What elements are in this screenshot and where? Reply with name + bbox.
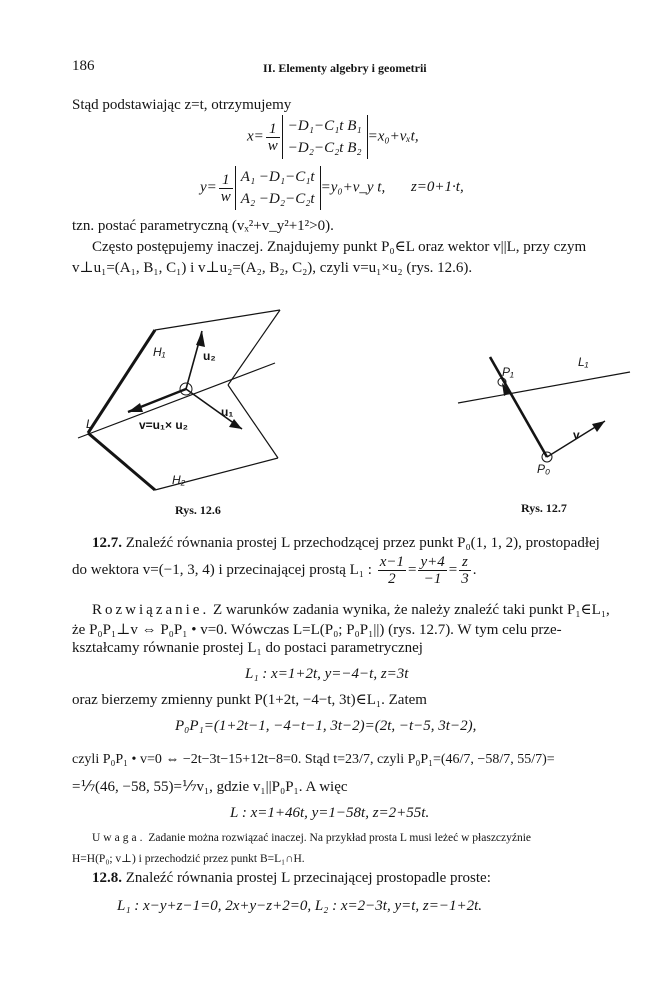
- fraction-z-num: z: [459, 554, 471, 571]
- equation-final: L : x=1+46t, y=1−58t, z=2+55t.: [230, 805, 430, 821]
- fraction-y-num: y+4: [420, 554, 445, 570]
- x-determinant: [282, 115, 368, 159]
- running-title: II. Elementy algebry i geometrii: [263, 61, 427, 75]
- intro-line: Stąd podstawiając z=t, otrzymujemy: [72, 97, 292, 113]
- note-line2: H=H(P₀; v⊥) i przechodzić przez punkt B=L₁∩H.: [72, 853, 305, 865]
- problem-12-7-text1: Znaleźć równania prostej L przechodzącej przez punkt P₀(1, 1, 2), prostopadłej: [125, 535, 600, 551]
- x-lhs: x=: [247, 128, 264, 145]
- x-formula: [247, 115, 419, 159]
- label-h1: H₁: [153, 345, 166, 359]
- solution-line2: że P₀P₁⊥v ⇔ P₀P₁ • v=0. Wówczas L=L(P₀; P₀P₁||) (rys. 12.7). W tym celu prze-: [72, 622, 562, 638]
- line-l: [490, 357, 547, 457]
- solution-heading: Rozwiązanie.: [92, 602, 210, 618]
- fraction-x-num: x−1: [379, 554, 404, 570]
- y-rhs: =y₀+v_y t,: [320, 179, 386, 196]
- label-u1: u₁: [221, 405, 234, 419]
- x-det-row2: −D₂−C₂t B₂: [287, 140, 362, 156]
- often-line2: v⊥u₁=(A₁, B₁, C₁) i v⊥u₂=(A₂, B₂, C₂), czyli v=u₁×u₂ (rys. 12.6).: [72, 260, 473, 276]
- fraction-z-den: 3: [461, 571, 469, 587]
- note-heading: Uwaga.: [92, 832, 146, 844]
- param-line: tzn. postać parametryczną (vₓ²+v_y²+1²>0).: [72, 218, 334, 234]
- note-line1: [92, 832, 531, 844]
- solution-line5: czyli P₀P₁ • v=0 ⇔ −2t−3t−15+12t−8=0. Stąd t=23/7, czyli P₀P₁=(46/7, −58/7, 55/7)=: [72, 752, 555, 767]
- fraction-z: [459, 554, 471, 587]
- y-fraction: [219, 172, 233, 205]
- fraction-y: [418, 554, 446, 587]
- y-determinant: [235, 166, 321, 210]
- problem-12-8-line1: [92, 870, 491, 887]
- caption-12-6: Rys. 12.6: [175, 503, 221, 517]
- often-line1: Często postępujemy inaczej. Znajdujemy punkt P₀∈L oraz wektor v||L, przy czym: [92, 239, 587, 255]
- y-lhs: y=: [200, 179, 217, 196]
- caption-12-7: Rys. 12.7: [521, 501, 567, 515]
- line-l1: [458, 372, 630, 403]
- y-det-row1: A₁ −D₁−C₁t: [240, 169, 315, 185]
- solution-line6: =⅐(46, −58, 55)=⅐v₁, gdzie v₁||P₀P₁. A więc: [72, 779, 348, 795]
- y-frac-den: w: [220, 188, 231, 205]
- z-eq: z=0+1·t,: [410, 179, 464, 196]
- label-v-cross: v=u₁× u₂: [139, 418, 188, 432]
- note-text1: Zadanie można rozwiązać inaczej. Na przykład prosta L musi leżeć w płaszczyźnie: [148, 832, 532, 844]
- problem-12-7-line1: [92, 535, 600, 552]
- solution-line3: kształcamy równanie prostej L₁ do postaci parametrycznej: [72, 640, 423, 656]
- plane-h1-right-edge: [228, 310, 280, 385]
- solution-text1: Z warunków zadania wynika, że należy znaleźć taki punkt P₁∈L₁,: [212, 602, 610, 618]
- problem-12-7-number: 12.7.: [92, 535, 122, 551]
- problem-12-8-text: Znaleźć równania prostej L przecinającej prostopadle proste:: [125, 870, 491, 886]
- v-fig2-arrowhead: [592, 421, 605, 432]
- equation-l1-param: L₁ : x=1+2t, y=−4−t, z=3t: [245, 666, 409, 682]
- fraction-x-den: 2: [388, 571, 396, 587]
- equals-2: =: [448, 561, 458, 578]
- problem-12-8-number: 12.8.: [92, 870, 122, 886]
- equals-1: =: [408, 561, 417, 578]
- problem-12-7-line2: [72, 554, 476, 587]
- solution-line1: [92, 600, 610, 619]
- equation-p0p1: P₀P₁=(1+2t−1, −4−t−1, 3t−2)=(2t, −t−5, 3t−2),: [175, 718, 477, 734]
- label-l: L: [86, 417, 93, 431]
- x-frac-num: 1: [266, 121, 280, 138]
- fraction-x: [378, 554, 406, 587]
- fraction-y-den: −1: [423, 571, 442, 587]
- plane-h1-top-edge: [155, 310, 280, 330]
- solution-line4: oraz bierzemy zmienny punkt P(1+2t, −4−t, 3t)∈L₁. Zatem: [72, 692, 427, 708]
- x-det-row1: −D₁−C₁t B₁: [287, 118, 362, 134]
- label-l1: L₁: [578, 355, 589, 369]
- problem-12-8-equations: L₁ : x−y+z−1=0, 2x+y−z+2=0, L₂ : x=2−3t, y=t, z=−1+2t.: [117, 898, 483, 914]
- x-fraction: [266, 121, 280, 154]
- x-frac-den: w: [267, 137, 278, 154]
- x-rhs: =x₀+vₓt,: [367, 128, 419, 145]
- plane-h2-left-edge: [88, 433, 155, 490]
- y-det-row2: A₂ −D₂−C₂t: [240, 191, 315, 207]
- problem-12-7-text2: do wektora v=(−1, 3, 4) i przecinającej prostą L₁ :: [72, 561, 372, 578]
- label-p0: P₀: [537, 462, 551, 476]
- label-p1: P₁: [502, 365, 514, 379]
- v-arrowhead: [128, 403, 143, 412]
- period: .: [472, 561, 477, 578]
- figure-12-6: [70, 295, 310, 505]
- page-number: 186: [72, 58, 95, 74]
- label-u2: u₂: [203, 349, 216, 363]
- y-formula: [200, 166, 464, 210]
- y-frac-num: 1: [219, 172, 233, 189]
- label-h2: H₂: [172, 473, 186, 487]
- label-v-fig2: v: [573, 428, 580, 442]
- u2-arrowhead: [196, 331, 205, 347]
